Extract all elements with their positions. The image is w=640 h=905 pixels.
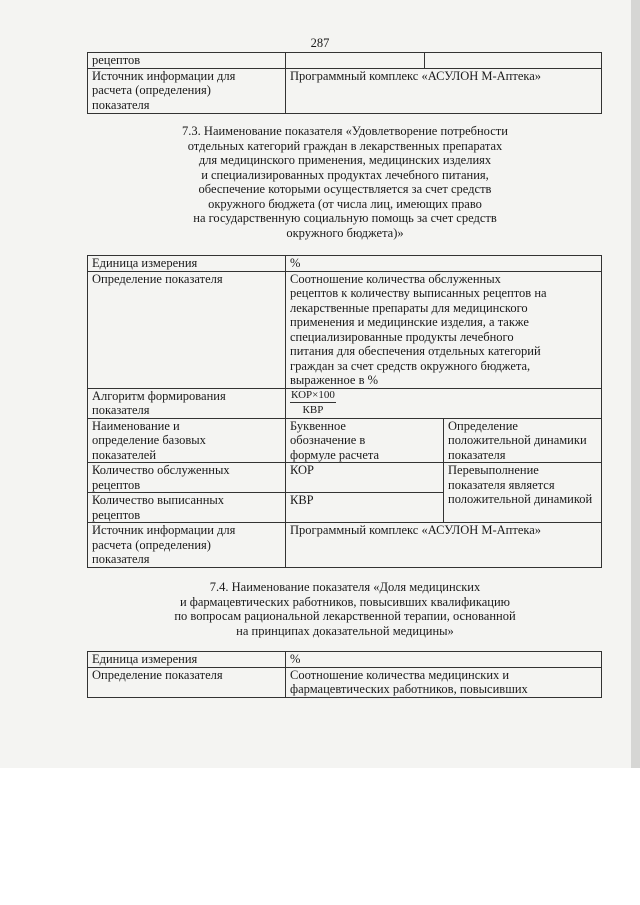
base-label-cell (88, 418, 286, 463)
text-line: Источник информации для (92, 68, 236, 83)
heading-line: обеспечение которыми осуществляется за счет средств (198, 182, 492, 196)
written-label-cell (88, 493, 286, 523)
formula-fraction (290, 389, 336, 416)
table-7-4 (87, 651, 602, 698)
text-line: обозначение в (290, 433, 366, 447)
text-line: Буквенное (290, 418, 346, 433)
algorithm-label-cell (88, 388, 286, 418)
heading-line: 7.3. Наименование показателя «Удовлетворение потребности (182, 124, 508, 138)
unit-value-cell: % (286, 652, 602, 668)
text-line: Количество выписанных (92, 493, 225, 507)
text-line: лекарственные препараты для медицинского (290, 300, 528, 315)
heading-line: отдельных категорий граждан в лекарственных препаратах (187, 138, 503, 153)
heading-line: на принципах доказательной медицины» (236, 623, 454, 638)
heading-line: на государственную социальную помощь за счет средств (193, 211, 497, 225)
text-line: рецептов (92, 477, 141, 492)
text-line: Наименование и (92, 418, 180, 433)
table-row (88, 53, 602, 69)
table-row (88, 418, 602, 463)
source-label-cell (88, 523, 286, 568)
text-line: Соотношение количества обслуженных (290, 271, 501, 286)
page-edge (631, 0, 640, 768)
served-code-cell: КОР (286, 463, 444, 493)
text-line: выраженное в % (290, 373, 379, 387)
text-line: расчета (определения) (92, 83, 211, 97)
heading-line: для медицинского применения, медицинских изделиях (198, 153, 492, 167)
text-line: расчета (определения) (92, 537, 211, 552)
text-line: формуле расчета (290, 447, 380, 462)
text-line: Источник информации для (92, 523, 236, 537)
unit-value-cell: % (286, 256, 602, 272)
table-row (88, 256, 602, 272)
text-line: применения и медицинские изделия, а также (290, 315, 529, 329)
text-line: показателя (92, 97, 150, 112)
table-row (88, 463, 602, 493)
heading-line: окружного бюджета)» (286, 225, 404, 240)
unit-label-cell: Единица измерения (88, 256, 286, 272)
text-line: положительной динамики (448, 433, 587, 447)
text-line: показателя (92, 552, 150, 566)
text-line: показателя (92, 403, 150, 417)
text-line: Соотношение количества медицинских и (290, 667, 510, 682)
text-line: показателей (92, 447, 157, 462)
text-line: питания для обеспечения отдельных категорий (290, 344, 541, 358)
text-line: рецептов (92, 507, 141, 522)
text-line: специализированные продукты лечебного (290, 329, 514, 344)
positive-dynamics-header-cell (444, 418, 602, 463)
source-value-cell: Программный комплекс «АСУЛОН М-Аптека» (286, 523, 602, 568)
text-line: рецептов к количеству выписанных рецептов на (290, 286, 547, 300)
page-number: 287 (310, 36, 330, 50)
table-row (88, 652, 602, 668)
table-row (88, 271, 602, 388)
table-cell (425, 53, 602, 69)
table-row (88, 68, 602, 113)
unit-label-cell: Единица измерения (88, 652, 286, 668)
table-row (88, 388, 602, 418)
table-cell (286, 53, 425, 69)
formula-denominator: КВР (302, 403, 324, 416)
written-code-cell: КВР (286, 493, 444, 523)
heading-line: по вопросам рациональной лекарственной терапии, основанной (174, 609, 516, 623)
table-row (88, 523, 602, 568)
source-label-cell (88, 68, 286, 113)
letter-designation-cell (286, 418, 444, 463)
text-line: Перевыполнение (448, 463, 539, 477)
served-label-cell (88, 463, 286, 493)
text-line: показателя (448, 447, 506, 462)
section-7-4-heading (80, 580, 610, 638)
heading-line: и специализированных продуктах лечебного питания, (201, 167, 489, 182)
text-line: показателя является (448, 477, 555, 492)
text-line: определение базовых (92, 433, 206, 447)
table-row (88, 667, 602, 697)
text-line: граждан за счет средств окружного бюджета, (290, 358, 531, 373)
text-line: Определение (448, 418, 518, 433)
table-cell: рецептов (88, 53, 286, 69)
text-line: фармацевтических работников, повысивших (290, 682, 528, 696)
source-value-cell: Программный комплекс «АСУЛОН М-Аптека» (286, 68, 602, 113)
definition-label-cell: Определение показателя (88, 667, 286, 697)
text-line: положительной динамикой (448, 492, 593, 506)
definition-value-cell (286, 271, 602, 388)
heading-line: окружного бюджета (от числа лиц, имеющих право (208, 196, 482, 211)
heading-line: и фармацевтических работников, повысивших квалификацию (179, 594, 511, 609)
heading-line: 7.4. Наименование показателя «Доля медицинских (209, 580, 481, 594)
table-7-3 (87, 255, 602, 568)
formula-numerator: КОР×100 (291, 388, 335, 401)
text-line: Алгоритм формирования (92, 388, 226, 403)
table-top (87, 52, 602, 114)
definition-label-cell: Определение показателя (88, 271, 286, 388)
dynamics-note-cell (444, 463, 602, 523)
algorithm-formula-cell (286, 388, 602, 418)
section-7-3-heading (80, 124, 610, 240)
text-line: Количество обслуженных (92, 463, 230, 477)
definition-value-cell (286, 667, 602, 697)
